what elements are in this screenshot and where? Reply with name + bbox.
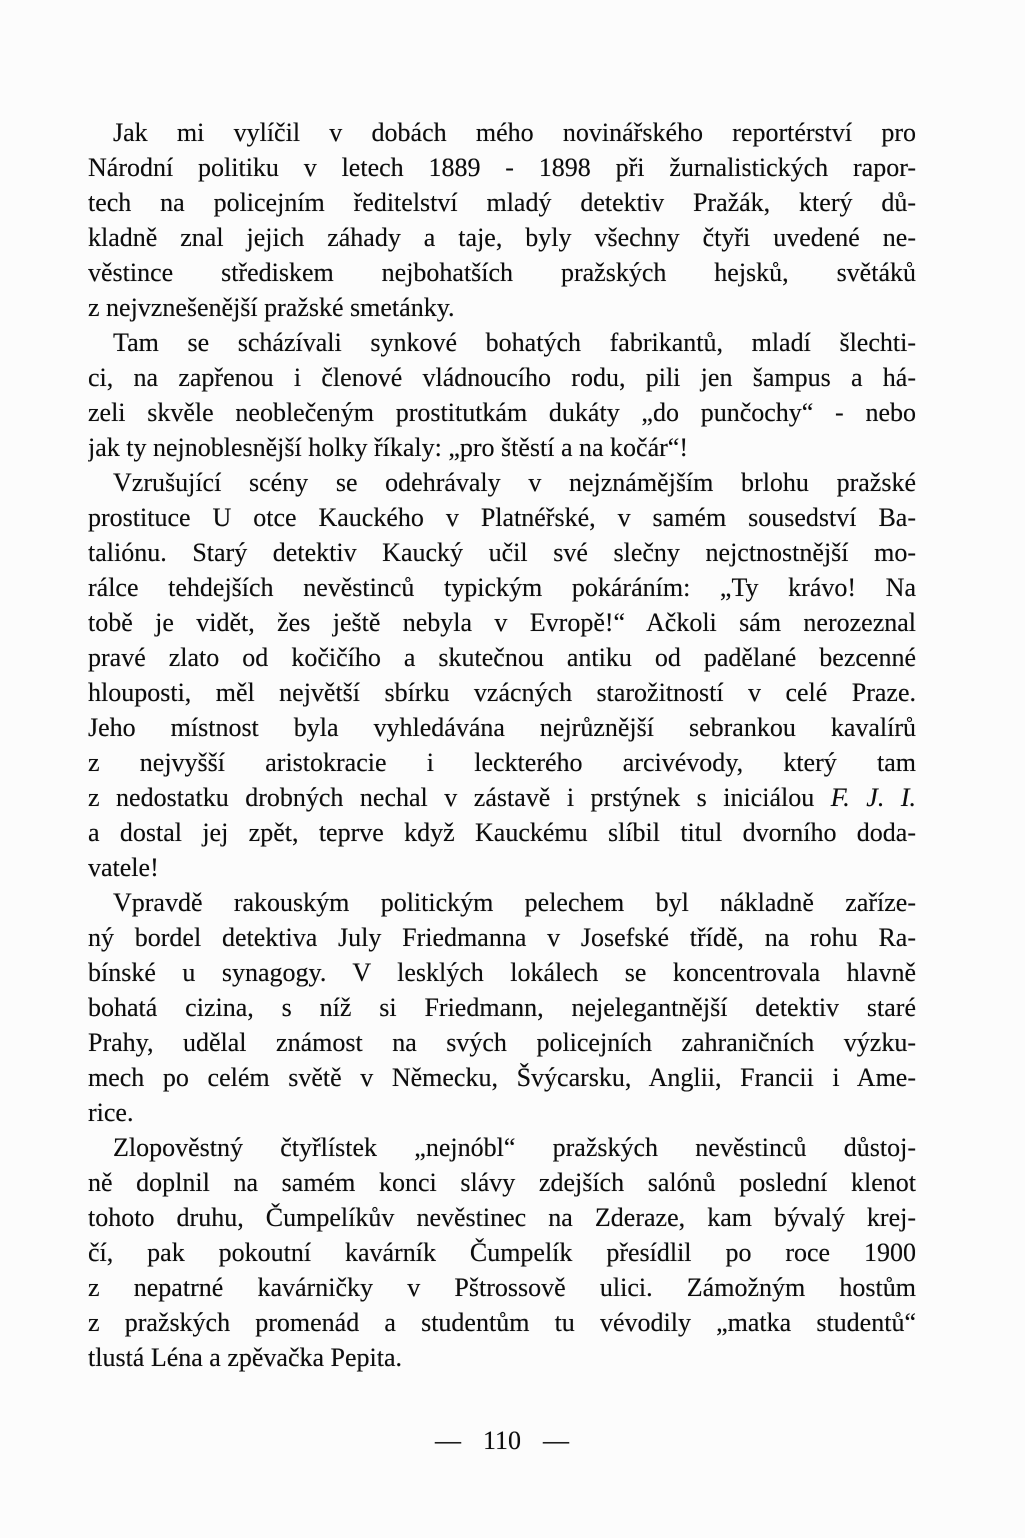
footer-dash-left: — — [434, 1426, 461, 1455]
text-line: ně doplnil na samém konci slávy zdejších salónů poslední klenot — [88, 1168, 916, 1197]
text-block — [88, 115, 916, 1375]
text-line: Vzrušující scény se odehrávaly v nejznámějším brlohu pražské — [113, 468, 916, 497]
text-line: bohatá cizina, s níž si Friedmann, nejelegantnější detektiv staré — [88, 993, 916, 1022]
text-line: rálce tehdejších nevěstinců typickým pokáráním: „Ty krávo! Na — [88, 573, 916, 602]
text-line: rice. — [88, 1098, 134, 1127]
text-line: prostituce U otce Kauckého v Platnéřské, v samém sousedství Ba- — [88, 503, 916, 532]
text-line: z nejvznešenější pražské smetánky. — [88, 293, 455, 322]
text-line: kladně znal jejich záhady a taje, byly všechny čtyři uvedené ne- — [88, 223, 916, 252]
paragraph — [88, 465, 916, 885]
text-line: Zlopověstný čtyřlístek „nejnóbl“ pražských nevěstinců důstoj- — [113, 1133, 916, 1162]
text-line: zeli skvěle neoblečeným prostitutkám dukáty „do punčochy“ - nebo — [88, 398, 916, 427]
text-line: Jeho místnost byla vyhledávána nejrůznější sebrankou kavalírů — [88, 713, 916, 742]
text-line: vatele! — [88, 853, 159, 882]
text-line: Jak mi vylíčil v dobách mého novinářského reportérství pro — [113, 118, 916, 147]
text-line: z pražských promenád a studentům tu vévodily „matka studentů“ — [88, 1308, 916, 1337]
text-line: z nepatrné kavárničky v Pštrossově ulici. Zámožným hostům — [88, 1273, 916, 1302]
text-line: ci, na zapřenou i členové vládnoucího rodu, pili jen šampus a há- — [88, 363, 916, 392]
text-line: pravé zlato od kočičího a skutečnou antiku od padělané bezcenné — [88, 643, 916, 672]
text-line: bínské u synagogy. V lesklých lokálech se koncentrovala hlavně — [88, 958, 916, 987]
page-footer — [88, 1423, 916, 1458]
text-line: Národní politiku v letech 1889 - 1898 při žurnalistických rapor- — [88, 153, 916, 182]
text-line: tobě je vidět, žes ještě nebyla v Evropě!“ Ačkoli sám nerozeznal — [88, 608, 916, 637]
text-line: mech po celém světě v Německu, Švýcarsku, Anglii, Francii i Ame- — [88, 1063, 916, 1092]
text-line: tech na policejním ředitelství mladý detektiv Pražák, který dů- — [88, 188, 916, 217]
text-line — [88, 780, 916, 815]
text-line: jak ty nejnoblesnější holky říkaly: „pro štěstí a na kočár“! — [88, 433, 688, 462]
text-line: z nejvyšší aristokracie i leckterého arcivévody, který tam — [88, 748, 916, 777]
text-segment: z nedostatku drobných nechal v zástavě i prstýnek s iniciálou — [88, 783, 815, 812]
paragraph — [88, 325, 916, 465]
text-line: Prahy, udělal známost na svých policejních zahraničních výzku- — [88, 1028, 916, 1057]
paragraph — [88, 115, 916, 325]
text-line: věstince střediskem nejbohatších pražských hejsků, světáků — [88, 258, 916, 287]
text-line: tohoto druhu, Čumpelíkův nevěstinec na Zderaze, kam bývalý krej- — [88, 1203, 916, 1232]
paragraph — [88, 885, 916, 1130]
paragraph — [88, 1130, 916, 1375]
text-line: hlouposti, měl největší sbírku vzácných starožitností v celé Praze. — [88, 678, 916, 707]
text-line: Vpravdě rakouským politickým pelechem byl nákladně zaříze- — [113, 888, 916, 917]
text-line: čí, pak pokoutní kavárník Čumpelík přesídlil po roce 1900 — [88, 1238, 916, 1267]
italic-initials: F. J. I. — [830, 783, 916, 812]
text-line: ný bordel detektiva July Friedmanna v Josefské třídě, na rohu Ra- — [88, 923, 916, 952]
footer-dash-right: — — [543, 1426, 570, 1455]
page-number: 110 — [482, 1426, 522, 1455]
text-line: tlustá Léna a zpěvačka Pepita. — [88, 1343, 403, 1372]
text-line: a dostal jej zpět, teprve když Kauckému slíbil titul dvorního doda- — [88, 818, 916, 847]
text-line: Tam se scházívali synkové bohatých fabrikantů, mladí šlechti- — [113, 328, 916, 357]
text-line: taliónu. Starý detektiv Kaucký učil své slečny nejctnostnější mo- — [88, 538, 916, 567]
